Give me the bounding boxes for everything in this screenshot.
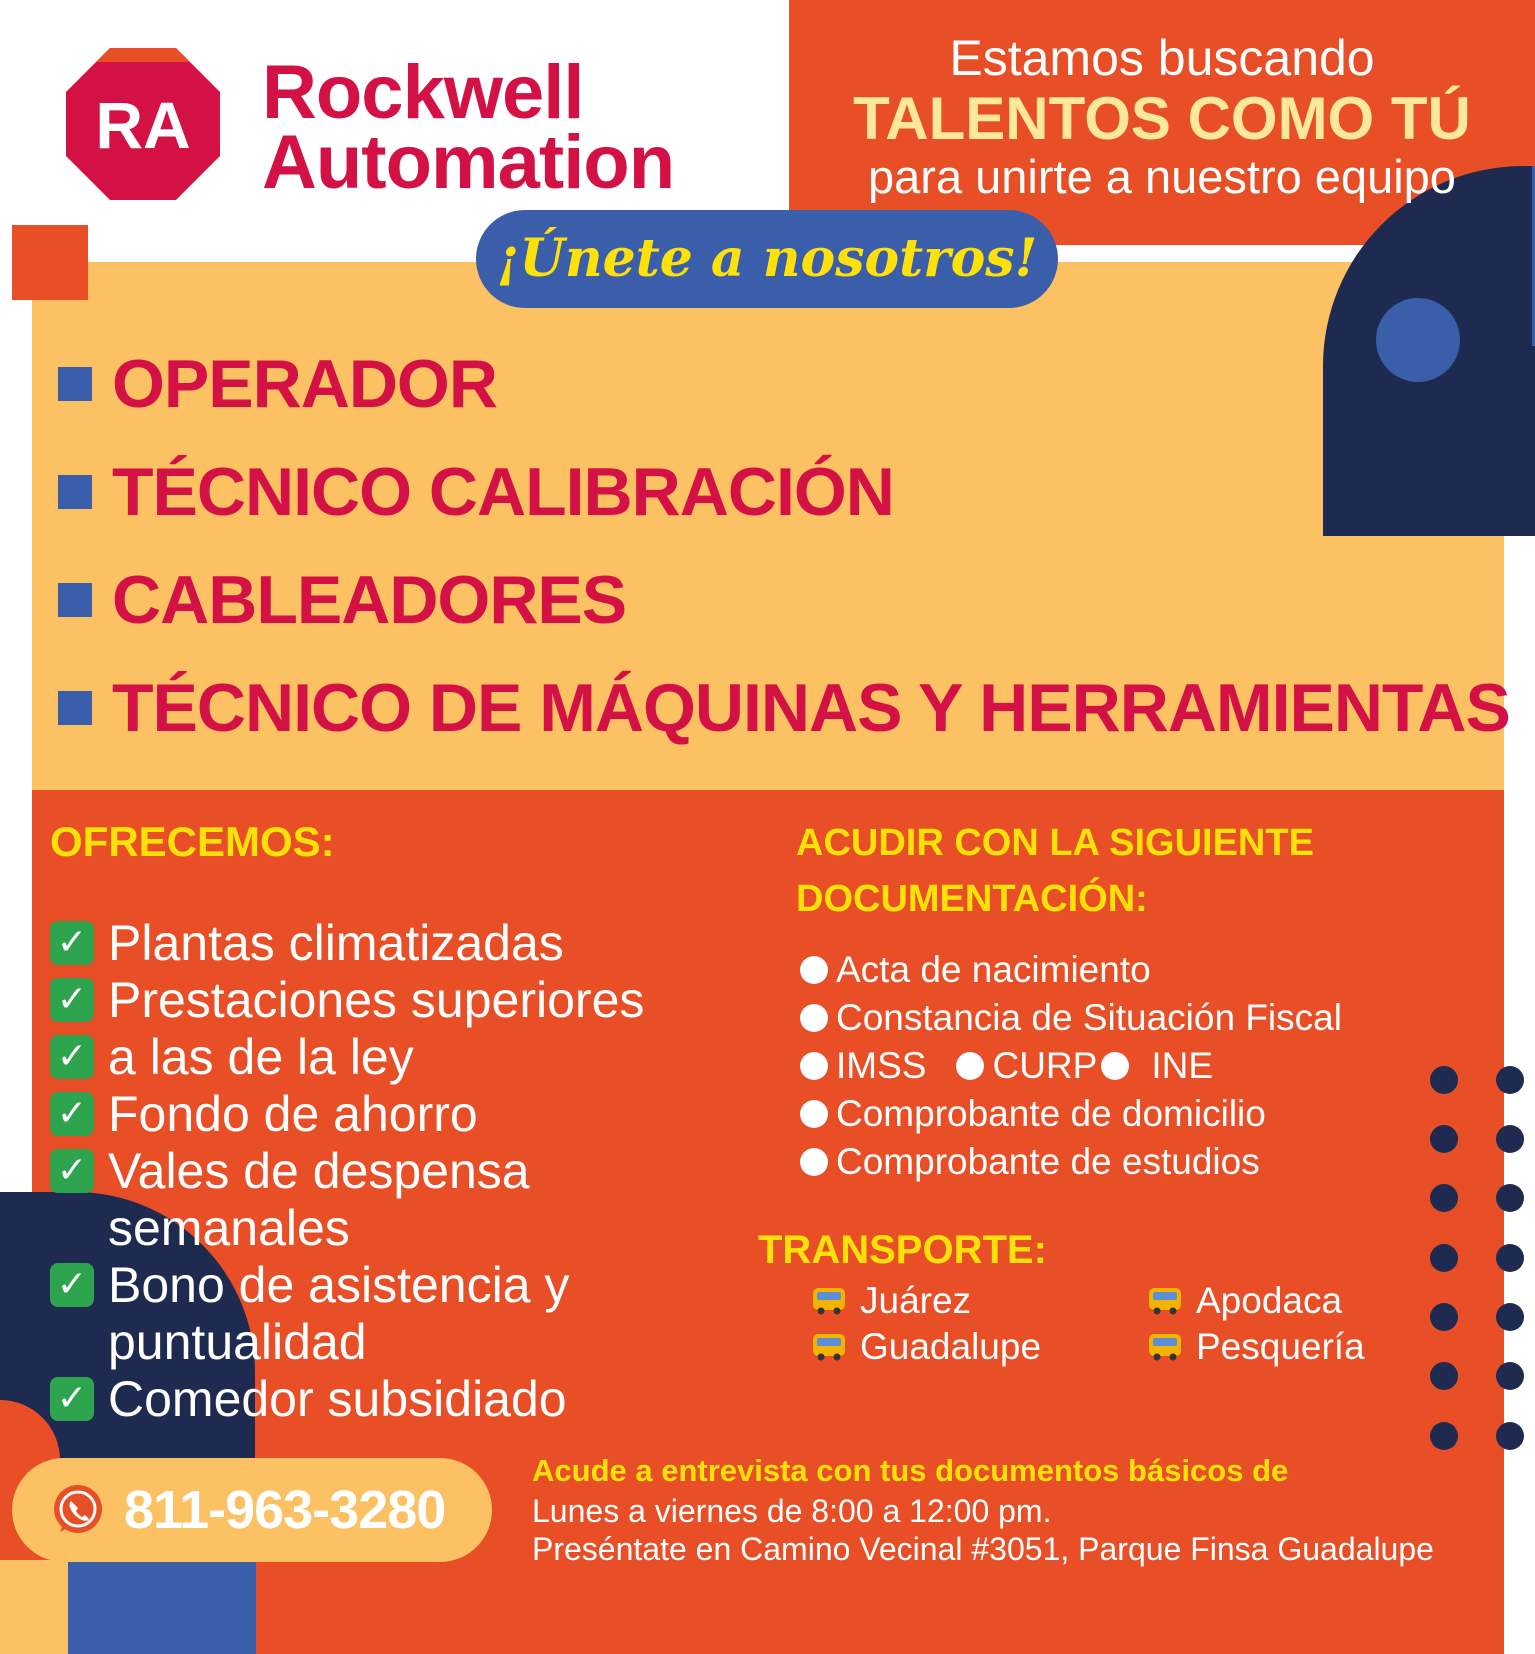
document-item <box>800 946 1342 994</box>
job-title: TÉCNICO DE MÁQUINAS Y HERRAMIENTAS <box>112 670 1510 746</box>
decorative-dot <box>1496 1184 1524 1212</box>
brand-name <box>262 50 675 205</box>
circle-bullet-icon <box>800 1100 828 1128</box>
checkmark-icon: ✓ <box>50 1092 94 1136</box>
checkmark-icon: ✓ <box>50 1377 94 1421</box>
bus-icon <box>812 1287 846 1315</box>
offer-item <box>50 915 750 972</box>
phone-contact[interactable] <box>12 1458 492 1562</box>
join-banner: ¡Únete a nosotros! <box>476 210 1058 308</box>
offer-item <box>50 1257 750 1371</box>
whatsapp-icon <box>50 1482 106 1538</box>
ra-logo-icon <box>62 44 224 204</box>
logo-initials: RA <box>95 88 191 162</box>
transport-route <box>812 1280 971 1322</box>
phone-number: 811-963-3280 <box>124 1480 446 1540</box>
circle-bullet-icon <box>1101 1052 1129 1080</box>
job-title: CABLEADORES <box>112 562 627 638</box>
job-item <box>58 330 1510 438</box>
brand-name-line1: Rockwell <box>262 50 584 135</box>
document-label: Comprobante de estudios <box>836 1141 1260 1182</box>
documents-heading: ACUDIR CON LA SIGUIENTE DOCUMENTACIÓN: <box>796 822 1314 920</box>
footer-line1: Acude a entrevista con tus documentos básicos de <box>532 1453 1289 1488</box>
job-list <box>58 330 1510 762</box>
offer-item <box>50 972 750 1029</box>
offer-item <box>50 1029 750 1086</box>
bus-icon <box>1148 1287 1182 1315</box>
decorative-dot <box>1430 1422 1458 1450</box>
document-item <box>800 1042 1342 1090</box>
bus-icon <box>1148 1333 1182 1361</box>
square-bullet-icon <box>58 475 92 509</box>
offer-text: Bono de asistencia y puntualidad <box>108 1257 570 1370</box>
checkmark-icon: ✓ <box>50 921 94 965</box>
job-item <box>58 654 1510 762</box>
offer-item <box>50 1086 750 1143</box>
checkmark-icon: ✓ <box>50 1035 94 1079</box>
header-headline <box>789 28 1535 204</box>
decorative-dot <box>1430 1362 1458 1390</box>
circle-bullet-icon <box>800 1004 828 1032</box>
checkmark-icon: ✓ <box>50 1149 94 1193</box>
decorative-dot <box>1496 1125 1524 1153</box>
square-bullet-icon <box>58 367 92 401</box>
job-title: TÉCNICO CALIBRACIÓN <box>112 454 894 530</box>
transport-route-label: Apodaca <box>1196 1280 1343 1321</box>
offers-list <box>50 915 750 1428</box>
brand-name-line2: Automation <box>262 120 675 205</box>
decorative-dot <box>1430 1066 1458 1094</box>
job-item <box>58 438 1510 546</box>
offer-text: Plantas climatizadas <box>108 915 564 971</box>
document-label: Constancia de Situación Fiscal <box>836 997 1342 1038</box>
decorative-square <box>12 225 88 300</box>
document-label: Comprobante de domicilio <box>836 1093 1266 1134</box>
documents-list <box>800 946 1342 1186</box>
offers-heading: OFRECEMOS: <box>50 818 335 865</box>
job-title: OPERADOR <box>112 346 497 422</box>
transport-route-label: Juárez <box>860 1280 972 1321</box>
footer-address: Preséntate en Camino Vecinal #3051, Parque Finsa Guadalupe <box>532 1531 1434 1567</box>
square-bullet-icon <box>58 583 92 617</box>
offer-text: Vales de despensa semanales <box>108 1143 530 1256</box>
transport-route <box>1148 1326 1365 1368</box>
document-label: CURP <box>992 1045 1098 1086</box>
circle-bullet-icon <box>800 1148 828 1176</box>
decorative-dot <box>1496 1362 1524 1390</box>
transport-route <box>812 1326 1041 1368</box>
offer-text: Fondo de ahorro <box>108 1086 478 1142</box>
decorative-dot <box>1496 1244 1524 1272</box>
circle-bullet-icon <box>800 1052 828 1080</box>
offer-text: a las de la ley <box>108 1029 414 1085</box>
bus-icon <box>812 1333 846 1361</box>
decorative-dot <box>1430 1244 1458 1272</box>
decorative-dot <box>1496 1066 1524 1094</box>
document-label: Acta de nacimiento <box>836 949 1151 990</box>
document-item <box>800 994 1342 1042</box>
decorative-dot <box>1430 1184 1458 1212</box>
document-label: IMSS <box>836 1045 927 1086</box>
offer-item <box>50 1143 750 1257</box>
decorative-yellow-block <box>0 1560 68 1654</box>
decorative-dot <box>1496 1422 1524 1450</box>
transport-route <box>1148 1280 1342 1322</box>
checkmark-icon: ✓ <box>50 978 94 1022</box>
header-line3: para unirte a nuestro equipo <box>868 150 1456 203</box>
footer-info <box>532 1450 1434 1568</box>
document-item <box>800 1138 1342 1186</box>
job-item <box>58 546 1510 654</box>
header-line1: Estamos buscando <box>949 30 1375 86</box>
decorative-dot <box>1496 1303 1524 1331</box>
offer-text: Prestaciones superiores <box>108 972 645 1028</box>
transport-route-label: Pesquería <box>1196 1326 1365 1367</box>
decorative-blue-block <box>68 1560 256 1654</box>
document-item <box>800 1090 1342 1138</box>
offer-text: Comedor subsidiado <box>108 1371 567 1427</box>
footer-schedule: Lunes a viernes de 8:00 a 12:00 pm. <box>532 1493 1052 1529</box>
transport-heading: TRANSPORTE: <box>758 1228 1047 1272</box>
decorative-dot <box>1430 1125 1458 1153</box>
document-label: INE <box>1151 1045 1213 1086</box>
offer-item <box>50 1371 750 1428</box>
header-line2: TALENTOS COMO TÚ <box>853 85 1471 152</box>
square-bullet-icon <box>58 691 92 725</box>
circle-bullet-icon <box>800 956 828 984</box>
decorative-dot <box>1430 1303 1458 1331</box>
transport-route-label: Guadalupe <box>860 1326 1042 1367</box>
circle-bullet-icon <box>956 1052 984 1080</box>
checkmark-icon: ✓ <box>50 1263 94 1307</box>
